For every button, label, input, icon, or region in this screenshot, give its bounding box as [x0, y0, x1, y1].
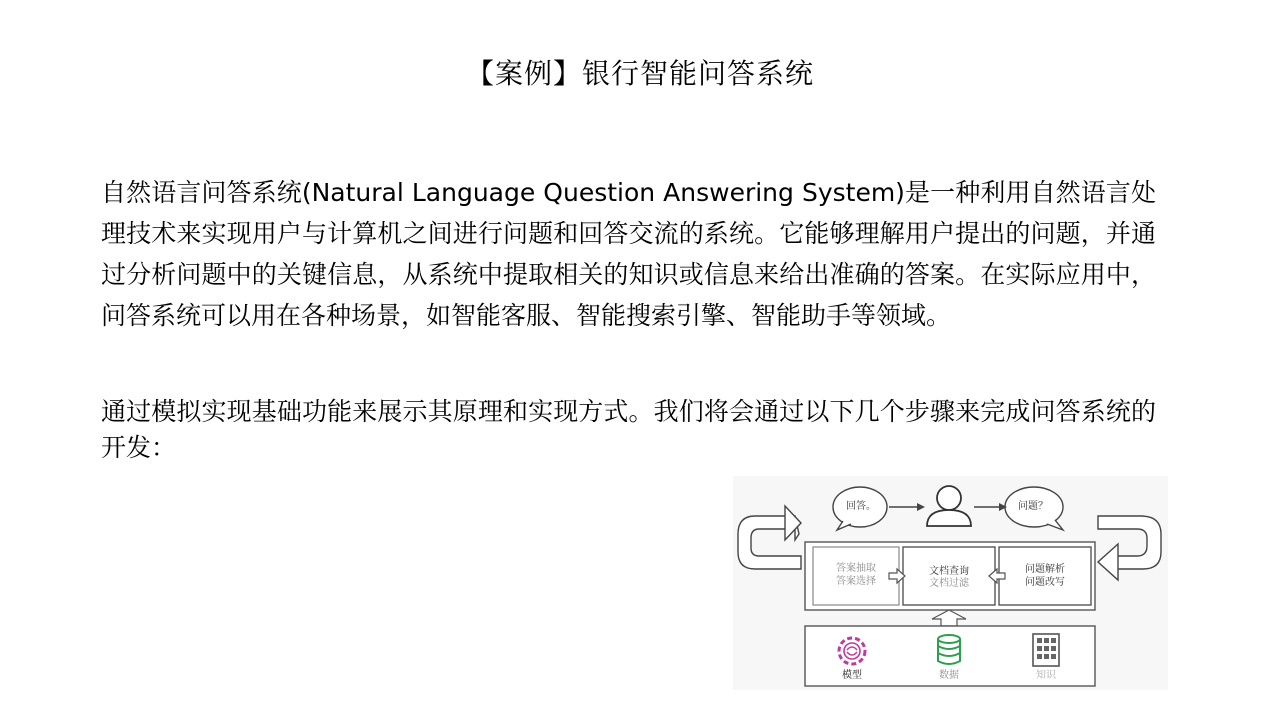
- document-filter-label: 文档过滤: [929, 578, 969, 589]
- qa-system-diagram: [733, 476, 1168, 690]
- knowledge-grid-icon: [1033, 634, 1059, 666]
- knowledge-label: 知识: [1036, 670, 1056, 681]
- document-query-label: 文档查询: [929, 566, 969, 577]
- steps-paragraph: 通过模拟实现基础功能来展示其原理和实现方式。我们将会通过以下几个步骤来完成问答系统的开发：: [101, 397, 1156, 462]
- question-rewrite-label: 问题改写: [1025, 577, 1065, 588]
- page-title: 【案例】银行智能问答系统: [465, 57, 814, 90]
- intro-paragraph: 自然语言问答系统(Natural Language Question Answering System)是一种利用自然语言处理技术来实现用户与计算机之间进行问题和回答交流的系统。它能够理解用户提出的问题，并通过分析问题中的关键信息，从系统中提取相关的知识或信息来给出准确的答案。在实际应用中，问答系统可以用在各种场景，如智能客服、智能搜索引擎、智能助手等领域。: [101, 178, 1156, 330]
- answer-extract-label: 答案抽取: [836, 563, 876, 574]
- answer-select-label: 答案选择: [836, 576, 876, 587]
- data-label: 数据: [939, 670, 959, 681]
- question-parse-label: 问题解析: [1025, 564, 1065, 575]
- model-label: 模型: [842, 670, 862, 681]
- question-bubble-label: 问题？: [1018, 501, 1048, 512]
- answer-bubble-label: 回答。: [846, 501, 876, 512]
